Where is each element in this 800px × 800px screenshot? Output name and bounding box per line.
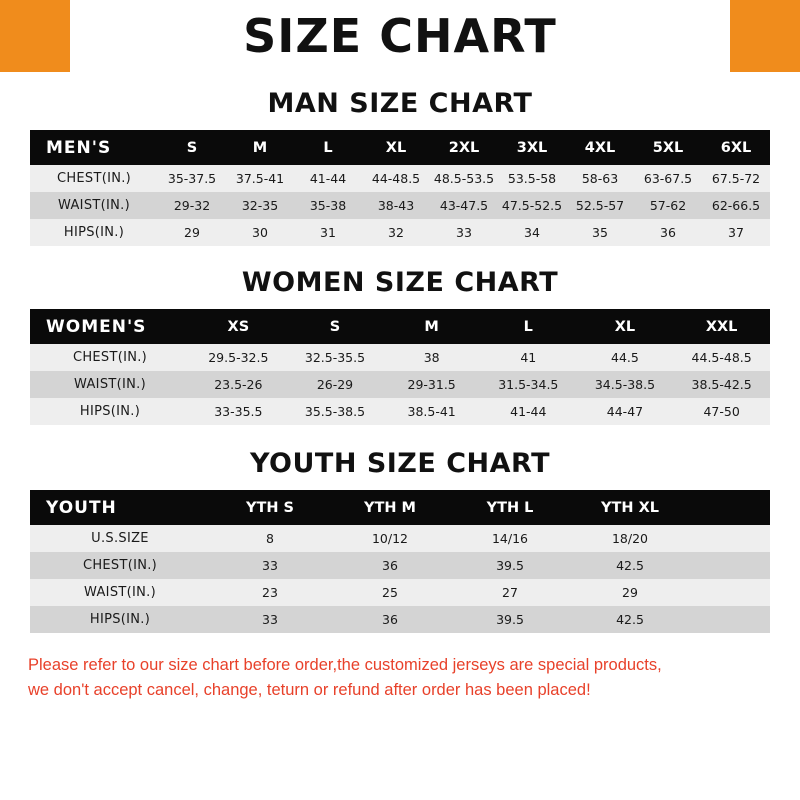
women-cell-0-3: 41 bbox=[480, 344, 577, 371]
youth-table-head bbox=[30, 490, 770, 525]
women-size-table bbox=[30, 309, 770, 425]
women-col-4: XL bbox=[577, 309, 674, 344]
man-cell-2-2: 31 bbox=[294, 219, 362, 246]
page-title: SIZE CHART bbox=[243, 9, 557, 63]
women-table-head bbox=[30, 309, 770, 344]
women-cell-1-3: 31.5-34.5 bbox=[480, 371, 577, 398]
women-cell-1-0: 23.5-26 bbox=[190, 371, 287, 398]
man-table-head bbox=[30, 130, 770, 165]
man-cell-0-2: 41-44 bbox=[294, 165, 362, 192]
table-row bbox=[30, 219, 770, 246]
man-cell-1-3: 38-43 bbox=[362, 192, 430, 219]
table-row bbox=[30, 606, 770, 633]
women-cell-2-1: 35.5-38.5 bbox=[287, 398, 384, 425]
youth-cell-0-spacer bbox=[690, 525, 770, 552]
women-table-body bbox=[30, 344, 770, 425]
table-row bbox=[30, 192, 770, 219]
table-row bbox=[30, 165, 770, 192]
youth-row-2-label: WAIST(IN.) bbox=[30, 579, 210, 606]
women-col-2: M bbox=[383, 309, 480, 344]
footer-note-line-2: we don't accept cancel, change, teturn or refund after order has been placed! bbox=[28, 681, 591, 699]
women-cell-1-5: 38.5-42.5 bbox=[673, 371, 770, 398]
table-row bbox=[30, 398, 770, 425]
youth-cell-2-3: 29 bbox=[570, 579, 690, 606]
youth-row-1-label: CHEST(IN.) bbox=[30, 552, 210, 579]
women-corner-label: WOMEN'S bbox=[30, 309, 190, 344]
women-col-0: XS bbox=[190, 309, 287, 344]
man-cell-2-7: 36 bbox=[634, 219, 702, 246]
youth-cell-3-2: 39.5 bbox=[450, 606, 570, 633]
man-cell-0-5: 53.5-58 bbox=[498, 165, 566, 192]
women-cell-2-5: 47-50 bbox=[673, 398, 770, 425]
header-band bbox=[0, 0, 800, 72]
footer-note bbox=[28, 653, 772, 703]
youth-cell-2-0: 23 bbox=[210, 579, 330, 606]
man-cell-1-8: 62-66.5 bbox=[702, 192, 770, 219]
man-cell-1-5: 47.5-52.5 bbox=[498, 192, 566, 219]
man-cell-0-1: 37.5-41 bbox=[226, 165, 294, 192]
women-cell-0-2: 38 bbox=[383, 344, 480, 371]
youth-cell-3-3: 42.5 bbox=[570, 606, 690, 633]
table-row bbox=[30, 371, 770, 398]
youth-section-title: YOUTH SIZE CHART bbox=[249, 448, 551, 479]
women-cell-2-2: 38.5-41 bbox=[383, 398, 480, 425]
man-cell-2-8: 37 bbox=[702, 219, 770, 246]
women-cell-2-4: 44-47 bbox=[577, 398, 674, 425]
man-col-3: XL bbox=[362, 130, 430, 165]
youth-cell-0-0: 8 bbox=[210, 525, 330, 552]
youth-col-0: YTH S bbox=[210, 490, 330, 525]
man-row-2-label: HIPS(IN.) bbox=[30, 219, 158, 246]
man-header-row bbox=[30, 130, 770, 165]
man-corner-label: MEN'S bbox=[30, 130, 158, 165]
man-row-1-label: WAIST(IN.) bbox=[30, 192, 158, 219]
man-cell-1-1: 32-35 bbox=[226, 192, 294, 219]
youth-cell-2-spacer bbox=[690, 579, 770, 606]
man-cell-2-6: 35 bbox=[566, 219, 634, 246]
women-cell-2-3: 41-44 bbox=[480, 398, 577, 425]
youth-corner-label: YOUTH bbox=[30, 490, 210, 525]
man-col-1: M bbox=[226, 130, 294, 165]
women-cell-1-1: 26-29 bbox=[287, 371, 384, 398]
youth-col-3: YTH XL bbox=[570, 490, 690, 525]
man-cell-2-4: 33 bbox=[430, 219, 498, 246]
women-cell-0-5: 44.5-48.5 bbox=[673, 344, 770, 371]
youth-cell-0-2: 14/16 bbox=[450, 525, 570, 552]
man-col-7: 5XL bbox=[634, 130, 702, 165]
women-row-1-label: WAIST(IN.) bbox=[30, 371, 190, 398]
man-cell-2-0: 29 bbox=[158, 219, 226, 246]
man-col-5: 3XL bbox=[498, 130, 566, 165]
women-col-5: XXL bbox=[673, 309, 770, 344]
man-section-title: MAN SIZE CHART bbox=[267, 88, 533, 119]
man-cell-1-0: 29-32 bbox=[158, 192, 226, 219]
table-row bbox=[30, 344, 770, 371]
youth-col-1: YTH M bbox=[330, 490, 450, 525]
youth-row-3-label: HIPS(IN.) bbox=[30, 606, 210, 633]
women-row-0-label: CHEST(IN.) bbox=[30, 344, 190, 371]
youth-cell-0-3: 18/20 bbox=[570, 525, 690, 552]
man-cell-2-1: 30 bbox=[226, 219, 294, 246]
youth-col-2: YTH L bbox=[450, 490, 570, 525]
women-cell-0-4: 44.5 bbox=[577, 344, 674, 371]
man-col-4: 2XL bbox=[430, 130, 498, 165]
man-col-0: S bbox=[158, 130, 226, 165]
table-row bbox=[30, 552, 770, 579]
youth-cell-1-0: 33 bbox=[210, 552, 330, 579]
youth-cell-2-1: 25 bbox=[330, 579, 450, 606]
youth-cell-1-1: 36 bbox=[330, 552, 450, 579]
women-cell-1-4: 34.5-38.5 bbox=[577, 371, 674, 398]
man-size-table bbox=[30, 130, 770, 246]
man-col-8: 6XL bbox=[702, 130, 770, 165]
youth-cell-1-3: 42.5 bbox=[570, 552, 690, 579]
youth-cell-0-1: 10/12 bbox=[330, 525, 450, 552]
man-col-2: L bbox=[294, 130, 362, 165]
man-cell-1-2: 35-38 bbox=[294, 192, 362, 219]
man-cell-0-3: 44-48.5 bbox=[362, 165, 430, 192]
youth-col-spacer bbox=[690, 490, 770, 525]
youth-cell-1-2: 39.5 bbox=[450, 552, 570, 579]
youth-cell-3-spacer bbox=[690, 606, 770, 633]
man-cell-2-3: 32 bbox=[362, 219, 430, 246]
youth-cell-3-0: 33 bbox=[210, 606, 330, 633]
man-row-0-label: CHEST(IN.) bbox=[30, 165, 158, 192]
man-cell-2-5: 34 bbox=[498, 219, 566, 246]
man-cell-0-4: 48.5-53.5 bbox=[430, 165, 498, 192]
man-cell-1-6: 52.5-57 bbox=[566, 192, 634, 219]
youth-size-table bbox=[30, 490, 770, 633]
footer-note-line-1: Please refer to our size chart before order,the customized jerseys are special products, bbox=[28, 656, 662, 674]
youth-table-body bbox=[30, 525, 770, 633]
youth-row-0-label: U.S.SIZE bbox=[30, 525, 210, 552]
man-cell-1-7: 57-62 bbox=[634, 192, 702, 219]
women-cell-1-2: 29-31.5 bbox=[383, 371, 480, 398]
youth-cell-1-spacer bbox=[690, 552, 770, 579]
women-section-title: WOMEN SIZE CHART bbox=[241, 267, 559, 298]
man-cell-0-8: 67.5-72 bbox=[702, 165, 770, 192]
man-cell-1-4: 43-47.5 bbox=[430, 192, 498, 219]
women-cell-0-1: 32.5-35.5 bbox=[287, 344, 384, 371]
man-cell-0-0: 35-37.5 bbox=[158, 165, 226, 192]
man-table-body bbox=[30, 165, 770, 246]
youth-header-row bbox=[30, 490, 770, 525]
women-cell-0-0: 29.5-32.5 bbox=[190, 344, 287, 371]
women-header-row bbox=[30, 309, 770, 344]
table-row bbox=[30, 525, 770, 552]
women-col-1: S bbox=[287, 309, 384, 344]
man-col-6: 4XL bbox=[566, 130, 634, 165]
man-cell-0-7: 63-67.5 bbox=[634, 165, 702, 192]
women-cell-2-0: 33-35.5 bbox=[190, 398, 287, 425]
women-col-3: L bbox=[480, 309, 577, 344]
women-row-2-label: HIPS(IN.) bbox=[30, 398, 190, 425]
table-row bbox=[30, 579, 770, 606]
man-cell-0-6: 58-63 bbox=[566, 165, 634, 192]
youth-cell-2-2: 27 bbox=[450, 579, 570, 606]
youth-cell-3-1: 36 bbox=[330, 606, 450, 633]
